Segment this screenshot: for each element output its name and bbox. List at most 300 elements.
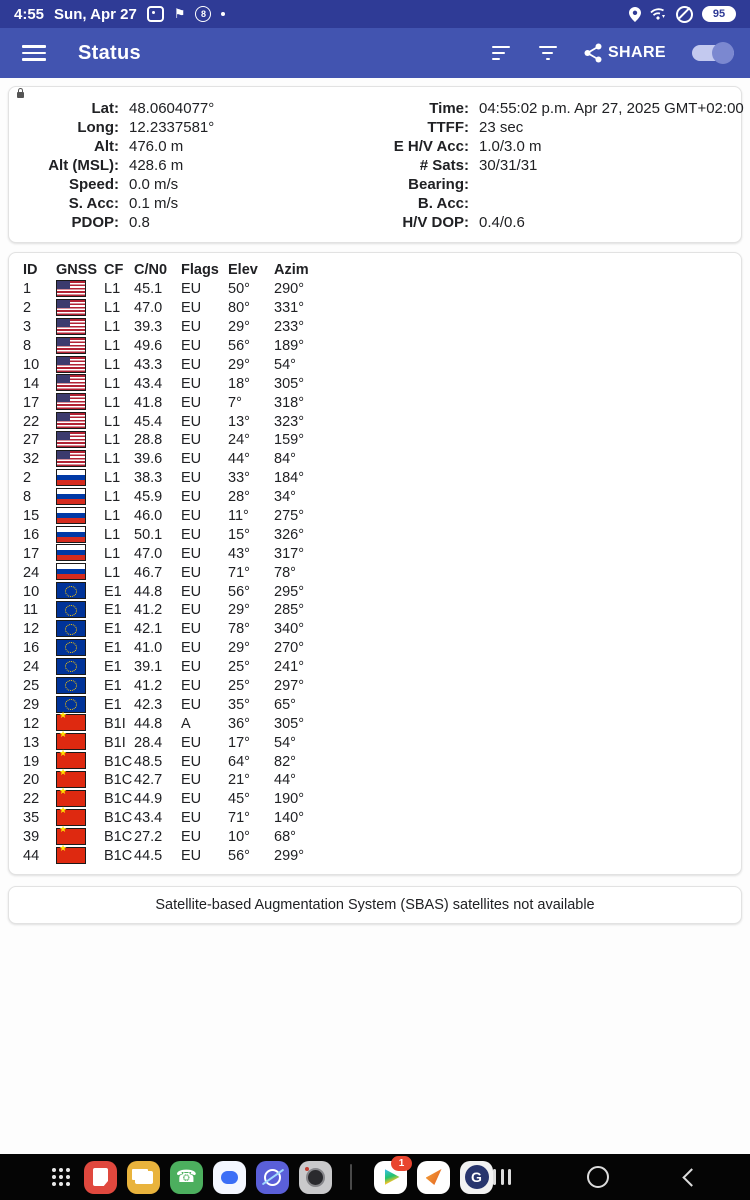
cell-cn0: 43.4 [134,810,163,827]
location-info-card [8,86,742,243]
cell-elev: 80° [228,300,250,317]
table-row [9,733,741,752]
cell-gnss [56,544,104,563]
us-flag-icon [56,393,86,410]
table-row [9,601,741,620]
cell-id: 12 [23,715,40,732]
cell-cf: L1 [104,470,121,487]
eu-flag-icon [56,601,86,618]
cell-cn0: 27.2 [134,829,163,846]
cell-id: 10 [23,583,40,600]
cell-cn0: 44.5 [134,848,163,865]
eu-flag-icon [56,658,86,675]
app-bar [0,28,750,78]
table-row [9,393,741,412]
cell-cf: L1 [104,338,121,354]
us-flag-icon [56,450,86,467]
cell-gnss [56,658,104,677]
cell-flags: EU [181,526,202,543]
cell-elev: 45° [228,791,250,808]
cell-cf: E1 [104,659,122,676]
table-row [9,507,741,526]
table-row [9,828,741,847]
ru-flag-icon [56,563,86,580]
info-label: Alt: [94,138,119,155]
cell-flags: EU [181,810,202,827]
cell-id: 22 [23,413,40,430]
clock: 4:55 [14,5,45,23]
recents-button[interactable] [493,1169,511,1185]
table-row [9,790,741,809]
ru-flag-icon [56,544,86,561]
column-header: Flags [181,262,219,279]
cell-elev: 29° [228,602,250,619]
do-not-disturb-icon [676,6,693,23]
cell-cf: E1 [104,583,122,600]
cell-azim: 270° [274,640,304,657]
cell-gnss [56,601,104,620]
cell-elev: 29° [228,640,250,657]
cell-elev: 28° [228,489,250,506]
cell-id: 2 [23,470,32,487]
cell-gnss [56,374,104,393]
cell-azim: 54° [274,356,296,373]
cell-flags: EU [181,564,202,581]
cell-cf: L1 [104,432,121,449]
cell-fill [334,620,741,639]
cell-flags: EU [181,300,202,317]
cell-id: 12 [23,621,40,638]
cell-cf: L1 [104,394,121,411]
info-label: S. Acc: [68,195,119,212]
us-flag-icon [56,356,86,373]
cell-gnss [56,355,104,374]
info-value: 0.4/0.6 [479,214,525,231]
page-title: Status [78,41,141,64]
cell-cf: B1C [104,848,133,865]
cell-cn0: 48.5 [134,753,163,770]
cell-azim: 140° [274,810,304,827]
cell-flags: EU [181,678,202,695]
table-row [9,582,741,601]
cell-cf: L1 [104,526,121,543]
table-row [9,847,741,866]
cell-cf: L1 [104,375,121,392]
column-header: ID [23,262,38,279]
column-header: Elev [228,262,258,279]
info-value: 428.6 m [129,157,184,174]
cell-id: 16 [23,526,40,543]
cell-cf: B1I [104,734,126,751]
cell-id: 14 [23,375,40,392]
cell-fill [334,431,741,450]
eu-flag-icon [56,620,86,637]
table-row [9,299,741,318]
cell-gnss [56,431,104,450]
cell-id: 17 [23,394,40,411]
cell-fill [334,601,741,620]
cell-gnss [56,677,104,696]
cell-id: 35 [23,810,40,827]
cell-id: 24 [23,564,40,581]
cell-cn0: 47.0 [134,300,163,317]
cell-cn0: 45.4 [134,413,163,430]
table-row [9,337,741,356]
cell-cn0: 44.9 [134,791,163,808]
info-label: Time: [429,100,469,117]
us-flag-icon [56,318,86,335]
cell-cf: B1C [104,753,133,770]
info-label: Bearing: [408,176,469,193]
cell-elev: 10° [228,829,250,846]
cell-fill [334,695,741,714]
cell-flags: EU [181,848,202,865]
cell-gnss [56,507,104,526]
notification-dot-icon [221,12,225,16]
cell-azim: 331° [274,300,304,317]
cell-flags: EU [181,451,202,468]
cell-flags: EU [181,753,202,770]
cell-gnss [56,469,104,488]
cell-cn0: 41.0 [134,640,163,657]
cell-cn0: 41.2 [134,678,163,695]
cell-elev: 17° [228,734,250,751]
table-row [9,318,741,337]
sbas-card [8,886,742,924]
cell-flags: EU [181,734,202,751]
us-flag-icon [56,412,86,429]
cell-fill [334,299,741,318]
cell-azim: 305° [274,375,304,392]
cell-elev: 64° [228,753,250,770]
sat-header-row [9,261,741,280]
cell-azim: 297° [274,678,304,695]
gpstest-app-icon[interactable] [460,1161,493,1194]
cell-id: 3 [23,319,32,336]
cell-cn0: 39.3 [134,319,163,336]
cell-fill [334,809,741,828]
cell-fill [334,639,741,658]
menu-icon[interactable] [22,45,46,61]
cell-cf: L1 [104,564,121,581]
home-button[interactable] [587,1166,609,1188]
cell-elev: 78° [228,621,250,638]
cell-elev: 56° [228,338,250,354]
column-header: C/N0 [134,262,168,279]
cell-flags: EU [181,640,202,657]
notes-app-icon[interactable] [84,1161,117,1194]
cell-cf: B1C [104,791,133,808]
table-row [9,563,741,582]
cell-elev: 35° [228,696,250,713]
cell-cn0: 42.7 [134,772,163,789]
cell-flags: EU [181,508,202,525]
cell-gnss [56,488,104,507]
cell-azim: 68° [274,829,296,846]
cell-flags: EU [181,791,202,808]
cell-azim: 44° [274,772,296,789]
cell-cn0: 46.0 [134,508,163,525]
date: Sun, Apr 27 [54,5,137,23]
cell-cf: L1 [104,489,121,506]
satellite-table [9,261,741,866]
cell-flags: EU [181,470,202,487]
cell-flags: EU [181,489,202,506]
cell-cn0: 46.7 [134,564,163,581]
info-label: Long: [77,119,119,136]
info-label: E H/V Acc: [393,138,469,155]
cell-azim: 65° [274,696,296,713]
table-row [9,469,741,488]
cell-fill [334,582,741,601]
share-button[interactable] [584,43,666,63]
cell-id: 15 [23,508,40,525]
cell-flags: EU [181,356,202,373]
cell-flags: EU [181,602,202,619]
cell-cf: L1 [104,300,121,317]
play-store-app-icon[interactable] [374,1157,407,1194]
sat-table-body [9,280,741,866]
filter-icon[interactable] [538,46,558,61]
us-flag-icon [56,280,86,297]
cell-id: 16 [23,640,40,657]
cell-azim: 184° [274,470,304,487]
cell-id: 22 [23,791,40,808]
cell-azim: 318° [274,394,304,411]
cell-azim: 241° [274,659,304,676]
cell-id: 2 [23,300,32,317]
cell-azim: 34° [274,489,296,506]
battery-icon: 95 [702,6,736,22]
cell-flags: EU [181,659,202,676]
table-row [9,280,741,299]
cell-id: 8 [23,338,32,354]
cell-fill [334,790,741,809]
app-drawer-icon[interactable] [52,1168,70,1186]
cell-fill [334,771,741,790]
cell-azim: 275° [274,508,304,525]
cell-gnss [56,337,104,356]
taskbar-divider [350,1164,352,1190]
sbas-message: Satellite-based Augmentation System (SBAS) satellites not available [155,896,595,913]
cell-cf: E1 [104,621,122,638]
cell-gnss [56,563,104,582]
sort-icon[interactable] [492,46,512,61]
cell-elev: 71° [228,564,250,581]
cell-azim: 317° [274,545,304,562]
column-header: Azim [274,262,309,279]
cell-azim: 82° [274,753,296,770]
cell-cf: B1C [104,810,133,827]
cell-cf: L1 [104,508,121,525]
screen-capture-icon [147,6,164,22]
cell-fill [334,393,741,412]
cell-fill [334,677,741,696]
cell-cn0: 49.6 [134,338,163,354]
info-label: TTFF: [427,119,469,136]
cell-elev: 50° [228,281,250,298]
cell-cf: L1 [104,319,121,336]
cell-cf: B1I [104,715,126,732]
cell-flags: EU [181,375,202,392]
taskbar [0,1154,750,1200]
gnss-toggle[interactable] [692,42,734,64]
table-row [9,752,741,771]
cell-elev: 25° [228,659,250,676]
table-row [9,374,741,393]
cell-fill [334,733,741,752]
cell-flags: EU [181,696,202,713]
cell-elev: 21° [228,772,250,789]
info-label: H/V DOP: [402,214,469,231]
cell-cf: L1 [104,413,121,430]
files-app-icon[interactable] [127,1161,160,1194]
cell-azim: 323° [274,413,304,430]
cell-gnss [56,393,104,412]
cell-elev: 56° [228,848,250,865]
cell-cf: L1 [104,356,121,373]
cell-azim: 189° [274,338,304,354]
phone-app-icon[interactable]: ☎ [170,1161,203,1194]
table-row [9,714,741,733]
cell-fill [334,544,741,563]
table-row [9,771,741,790]
cell-elev: 15° [228,526,250,543]
cell-fill [334,714,741,733]
cell-gnss [56,299,104,318]
us-flag-icon [56,431,86,448]
cell-cn0: 50.1 [134,526,163,543]
ru-flag-icon [56,507,86,524]
cell-flags: EU [181,583,202,600]
cell-cn0: 45.9 [134,489,163,506]
cell-azim: 190° [274,791,304,808]
cell-elev: 33° [228,470,250,487]
info-value [479,194,744,213]
cell-fill [334,828,741,847]
cell-cn0: 39.1 [134,659,163,676]
cell-cn0: 45.1 [134,281,163,298]
cell-cn0: 42.3 [134,696,163,713]
eu-flag-icon [56,639,86,656]
info-value: 04:55:02 p.m. Apr 27, 2025 GMT+02:00 [479,100,744,117]
cell-elev: 71° [228,810,250,827]
camera-app-icon[interactable] [299,1161,332,1194]
table-row [9,488,741,507]
cell-gnss [56,620,104,639]
cell-id: 8 [23,489,32,506]
cell-id: 10 [23,356,40,373]
fix-lock-icon [17,92,24,98]
browser-app-icon[interactable] [256,1161,289,1194]
cell-elev: 25° [228,678,250,695]
cell-cn0: 41.8 [134,394,163,411]
cell-cn0: 43.4 [134,375,163,392]
table-row [9,658,741,677]
cell-flags: EU [181,545,202,562]
eu-flag-icon [56,582,86,599]
cell-cf: L1 [104,451,121,468]
table-row [9,695,741,714]
cell-cn0: 39.6 [134,451,163,468]
messages-app-icon[interactable] [213,1161,246,1194]
cell-cn0: 44.8 [134,583,163,600]
back-button[interactable] [682,1168,700,1186]
table-row [9,525,741,544]
status-bar [0,0,750,28]
cell-id: 24 [23,659,40,676]
cell-cf: L1 [104,281,121,298]
cell-gnss [56,280,104,299]
cell-cn0: 41.2 [134,602,163,619]
info-value: 476.0 m [129,138,184,155]
cell-flags: EU [181,621,202,638]
cell-flags: EU [181,413,202,430]
cell-gnss [56,318,104,337]
location-pin-icon [629,7,641,22]
cell-fill [334,374,741,393]
us-flag-icon [56,299,86,316]
cell-flags: EU [181,319,202,336]
column-header: CF [104,262,124,279]
info-label: Alt (MSL): [48,157,119,174]
cell-elev: 43° [228,545,250,562]
table-row [9,809,741,828]
cell-id: 27 [23,432,40,449]
info-value [479,175,744,194]
info-value: 1.0/3.0 m [479,138,542,155]
eu-flag-icon [56,677,86,694]
cell-gnss [56,639,104,658]
cell-azim: 340° [274,621,304,638]
cell-fill [334,752,741,771]
cell-cn0: 28.8 [134,432,163,449]
info-value: 12.2337581° [129,119,215,136]
us-flag-icon [56,374,86,391]
cell-id: 17 [23,545,40,562]
cell-cf: E1 [104,602,122,619]
cell-fill [334,412,741,431]
cell-flags: EU [181,829,202,846]
wings-app-icon[interactable] [417,1161,450,1194]
table-row [9,431,741,450]
cell-elev: 44° [228,451,250,468]
cell-cf: E1 [104,696,122,713]
cell-id: 19 [23,753,40,770]
cell-fill [334,469,741,488]
cell-id: 44 [23,848,40,865]
cell-fill [334,525,741,544]
cell-elev: 24° [228,432,250,449]
cell-elev: 29° [228,356,250,373]
cell-gnss [56,582,104,601]
cell-elev: 7° [228,394,242,411]
cell-azim: 54° [274,734,296,751]
cell-cf: L1 [104,545,121,562]
cell-id: 20 [23,772,40,789]
column-header: GNSS [56,262,98,279]
info-value: 30/31/31 [479,157,538,174]
info-label: Speed: [68,176,119,193]
cell-elev: 11° [228,508,249,525]
cell-id: 1 [23,281,32,298]
cell-cn0: 42.1 [134,621,163,638]
cell-azim: 78° [274,564,296,581]
cell-flags: A [181,715,191,732]
cell-cn0: 38.3 [134,470,163,487]
ru-flag-icon [56,469,86,486]
share-icon [584,43,602,63]
